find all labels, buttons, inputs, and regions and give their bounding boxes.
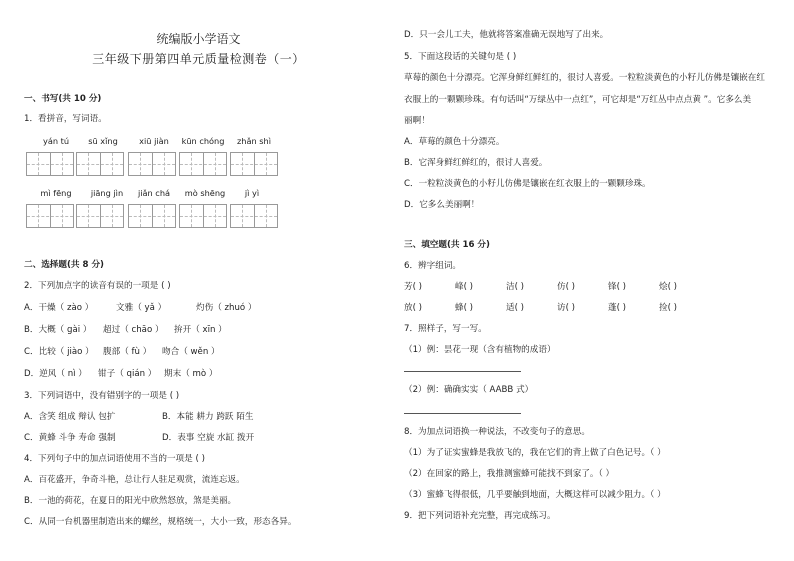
q5-option-b: B．它浑身鲜红鲜红的，很讨人喜爱。: [404, 158, 548, 168]
q6-blank[interactable]: 放( ): [404, 303, 423, 313]
q2-option-a: A．干燥（ zào ）: [24, 303, 94, 313]
section3-heading: 三、填空题(共 16 分): [404, 240, 490, 250]
q4-option-c: C．从同一台机器里制造出来的螺丝，规格统一，大小一致，形态各异。: [24, 517, 297, 527]
q8-item1: （1）为了证实蜜蜂是我放飞的，我在它们的背上做了白色记号。（ ）: [404, 448, 666, 458]
q7-answer-line[interactable]: [404, 371, 521, 372]
q4-option-d: D．只一会儿工夫，他就将答案准确无误地写了出来。: [404, 30, 609, 40]
pinyin-label: kūn chóng: [181, 136, 225, 146]
q2-option-a-word: 灼伤（ zhuó ）: [196, 303, 257, 313]
question3: 3．下列词语中，没有错别字的一项是 ( ): [24, 391, 180, 401]
section2-heading: 二、选择题(共 8 分): [24, 260, 104, 270]
pinyin-label: mì fēng: [40, 188, 72, 198]
question7: 7．照样子，写一写。: [404, 324, 487, 334]
q6-blank[interactable]: 锋( ): [608, 282, 627, 292]
q2-option-c-word: 吻合（ wěn ）: [162, 347, 220, 357]
writing-box[interactable]: [26, 152, 74, 176]
q8-item2: （2）在回家的路上，我推测蜜蜂可能找不到家了。（ ）: [404, 469, 615, 479]
q2-option-a-word: 文雅（ yǎ ）: [116, 303, 167, 313]
question4: 4．下列句子中的加点词语使用不当的一项是 ( ): [24, 454, 205, 464]
question8: 8．为加点词语换一种说法，不改变句子的意思。: [404, 427, 590, 437]
exam-title-line2: 三年级下册第四单元质量检测卷（一）: [92, 52, 305, 66]
q6-blank[interactable]: 芳( ): [404, 282, 423, 292]
q2-option-d-word: 期末（ mò ）: [164, 369, 218, 379]
q3-option-c: C．黄蜂 斗争 寿命 强制: [24, 433, 116, 443]
q5-option-c: C．一粒粒淡黄色的小籽儿仿佛是镶嵌在红衣服上的一颗颗珍珠。: [404, 179, 651, 189]
pinyin-label: yán tú: [42, 136, 70, 146]
q2-option-c: C．比较（ jiào ）: [24, 347, 94, 357]
pinyin-label: xiū jiàn: [139, 136, 169, 146]
writing-box[interactable]: [230, 204, 278, 228]
q6-blank[interactable]: 仿( ): [557, 282, 576, 292]
writing-box[interactable]: [76, 152, 124, 176]
q7-item2: （2）例：确确实实（ AABB 式）: [404, 385, 534, 395]
q5-passage-line: 衣服上的一颗颗珍珠。有句话叫“万绿丛中一点红”，可它却是“万红丛中点点黄 ”。它多么美: [404, 95, 752, 105]
pinyin-label: zhǎn shì: [236, 136, 272, 146]
q5-option-d: D．它多么美丽啊！: [404, 200, 480, 210]
writing-box[interactable]: [230, 152, 278, 176]
q6-blank[interactable]: 峰( ): [455, 282, 474, 292]
q2-option-d-word: 钳子（ qián ）: [98, 369, 157, 379]
q5-passage-line: 丽啊！: [404, 116, 430, 126]
q7-answer-line[interactable]: [404, 413, 521, 414]
q6-blank[interactable]: 适( ): [506, 303, 525, 313]
q6-blank[interactable]: 访( ): [557, 303, 576, 313]
q6-blank[interactable]: 捡( ): [659, 303, 678, 313]
q6-blank[interactable]: 蓬( ): [608, 303, 627, 313]
q4-option-a: A．百花盛开，争奇斗艳，总让行人驻足观赏，流连忘返。: [24, 475, 245, 485]
writing-box[interactable]: [179, 152, 227, 176]
q5-option-a: A．草莓的颜色十分漂亮。: [404, 137, 505, 147]
exam-title-line1: 统编版小学语文: [156, 32, 241, 46]
writing-box[interactable]: [26, 204, 74, 228]
q2-option-b-word: 超过（ chāo ）: [103, 325, 164, 335]
q6-blank[interactable]: 烩( ): [659, 282, 678, 292]
q8-item3: （3）蜜蜂飞得很低，几乎要触到地面，大概这样可以减少阻力。（ ）: [404, 490, 666, 500]
q3-option-d: D．表事 空旋 水缸 拨开: [162, 433, 255, 443]
question5: 5．下面这段话的关键句是 ( ): [404, 52, 517, 62]
pinyin-label: sū xǐng: [88, 136, 118, 146]
writing-box[interactable]: [128, 152, 176, 176]
q5-passage-line: 草莓的颜色十分漂亮。它浑身鲜红鲜红的，很讨人喜爱。一粒粒淡黄色的小籽儿仿佛是镶嵌在红: [404, 73, 765, 83]
question6: 6．辨字组词。: [404, 261, 462, 271]
writing-box[interactable]: [128, 204, 176, 228]
q2-option-c-word: 腹部（ fù ）: [103, 347, 152, 357]
q2-option-b-word: 拚开（ xīn ）: [174, 325, 227, 335]
pinyin-label: jiāng jìn: [90, 188, 124, 198]
writing-box[interactable]: [179, 204, 227, 228]
writing-box[interactable]: [76, 204, 124, 228]
q2-option-b: B．大概（ gài ）: [24, 325, 92, 335]
pinyin-label: jì yì: [244, 188, 260, 198]
q6-blank[interactable]: 蜂( ): [455, 303, 474, 313]
section1-heading: 一、书写(共 10 分): [24, 94, 102, 104]
q3-option-a: A．含笑 组成 辩认 包扩: [24, 412, 116, 422]
q7-item1: （1）例：昙花一现（含有植物的成语）: [404, 345, 556, 355]
pinyin-label: jiǎn chá: [137, 188, 171, 198]
pinyin-label: mò shēng: [184, 188, 226, 198]
question2: 2．下列加点字的读音有误的一项是 ( ): [24, 281, 171, 291]
q2-option-d: D．逆风（ nì ）: [24, 369, 87, 379]
q4-option-b: B．一池的荷花，在夏日的阳光中欣然怒放，煞是美丽。: [24, 496, 237, 506]
question1: 1．看拼音，写词语。: [24, 114, 107, 124]
q6-blank[interactable]: 洁( ): [506, 282, 525, 292]
question9: 9．把下列词语补充完整，再完成练习。: [404, 511, 556, 521]
q3-option-b: B．本能 耕力 跨跃 陌生: [162, 412, 254, 422]
